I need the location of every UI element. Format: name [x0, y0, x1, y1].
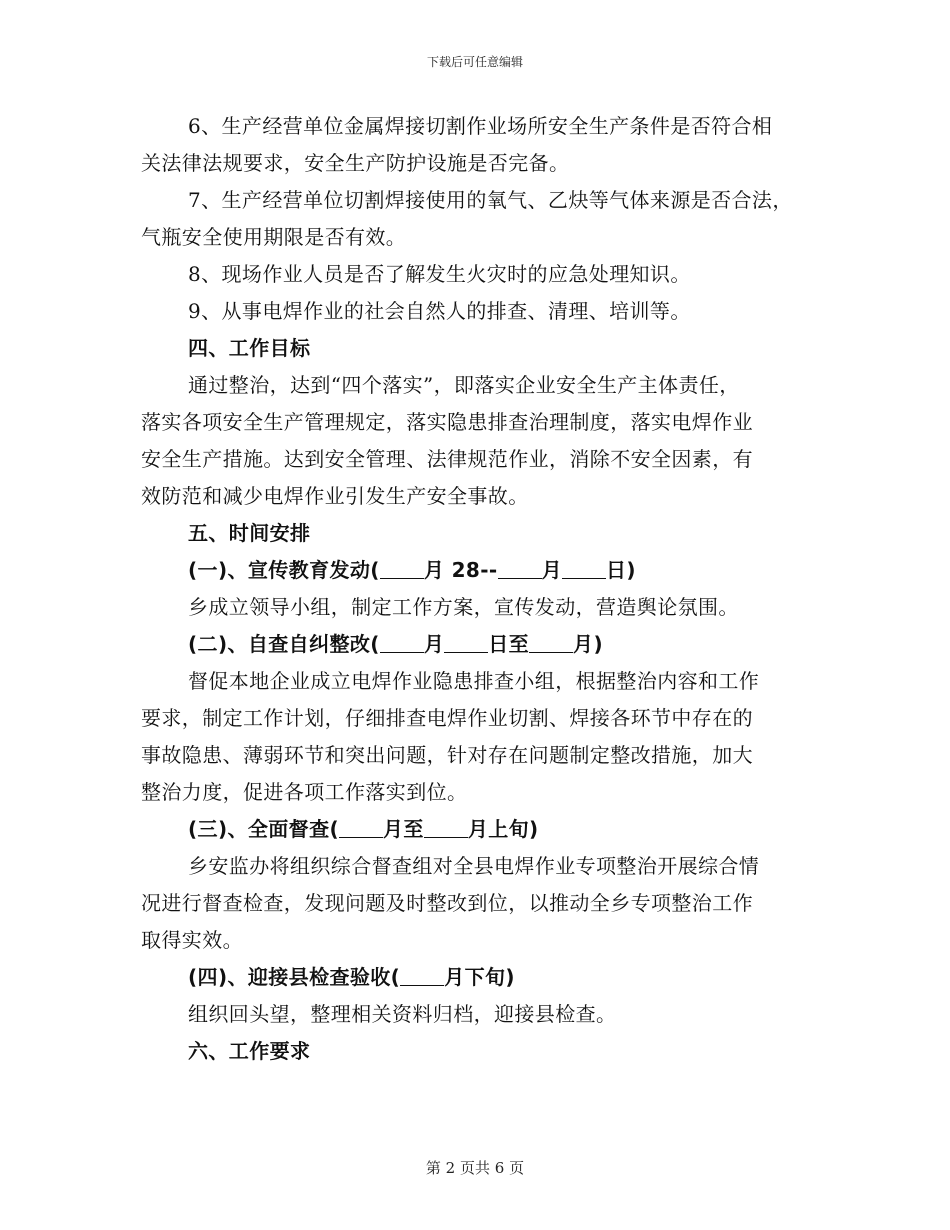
- item-number: 9、: [188, 299, 222, 323]
- blank-field: [380, 560, 424, 579]
- item-7-line-2: 气瓶安全使用期限是否有效。: [141, 225, 407, 249]
- section-4-heading: 四、工作目标: [188, 336, 311, 360]
- item-number: 6、: [188, 114, 222, 138]
- subsection-4-heading: (四)、迎接县检查验收( 月下旬): [188, 965, 515, 989]
- subsection-2-line-3: 事故隐患、薄弱环节和突出问题，针对存在问题制定整改措施，加大: [141, 743, 753, 767]
- item-number: 7、: [188, 188, 222, 212]
- item-number: 8、: [188, 262, 222, 286]
- subsection-3-line-1: 乡安监办将组织综合督查组对全县电焊作业专项整治开展综合情: [188, 854, 760, 878]
- document-body: [141, 108, 809, 1070]
- blank-field: [380, 634, 424, 653]
- subsection-4-body: 组织回头望，整理相关资料归档，迎接县检查。: [188, 1002, 617, 1026]
- blank-field: [424, 819, 468, 838]
- blank-field: [498, 560, 542, 579]
- subsection-3-line-3: 取得实效。: [141, 928, 243, 952]
- page-header: 下载后可任意编辑: [426, 55, 523, 69]
- subsection-2-line-2: 要求，制定工作计划，仔细排查电焊作业切割、焊接各环节中存在的: [141, 706, 753, 730]
- item-9: 9、从事电焊作业的社会自然人的排查、清理、培训等。: [188, 299, 691, 323]
- blank-field: [562, 560, 606, 579]
- subsection-2-heading: (二)、自查自纠整改( 月 日至 月): [188, 632, 603, 656]
- item-8: 8、现场作业人员是否了解发生火灾时的应急处理知识。: [188, 262, 691, 286]
- item-7-line-1: 7、生产经营单位切割焊接使用的氧气、乙炔等气体来源是否合法，: [188, 188, 793, 212]
- section-4-line-1: 通过整治，达到“四个落实”，即落实企业安全生产主体责任，: [188, 373, 740, 397]
- subsection-1-heading: (一)、宣传教育发动( 月 28-- 月 日): [188, 558, 636, 582]
- blank-field: [444, 634, 488, 653]
- section-4-line-4: 效防范和减少电焊作业引发生产安全事故。: [141, 484, 529, 508]
- section-4-line-3: 安全生产措施。达到安全管理、法律规范作业，消除不安全因素，有: [141, 447, 753, 471]
- section-4-line-2: 落实各项安全生产管理规定，落实隐患排查治理制度，落实电焊作业: [141, 410, 753, 434]
- blank-field: [529, 634, 573, 653]
- subsection-1-body: 乡成立领导小组，制定工作方案，宣传发动，营造舆论氛围。: [188, 595, 739, 619]
- section-5-heading: 五、时间安排: [188, 521, 311, 545]
- blank-field: [400, 967, 444, 986]
- subsection-3-heading: (三)、全面督查( 月至 月上旬): [188, 817, 539, 841]
- blank-field: [339, 819, 383, 838]
- item-6-line-2: 关法律法规要求，安全生产防护设施是否完备。: [141, 151, 570, 175]
- subsection-2-line-1: 督促本地企业成立电焊作业隐患排查小组，根据整治内容和工作: [188, 669, 760, 693]
- subsection-2-line-4: 整治力度，促进各项工作落实到位。: [141, 780, 468, 804]
- section-6-heading: 六、工作要求: [188, 1039, 311, 1063]
- item-6-line-1: 6、生产经营单位金属焊接切割作业场所安全生产条件是否符合相: [188, 114, 773, 138]
- subsection-3-line-2: 况进行督查检查，发现问题及时整改到位，以推动全乡专项整治工作: [141, 891, 753, 915]
- page-footer: 第 2 页共 6 页: [425, 1159, 525, 1177]
